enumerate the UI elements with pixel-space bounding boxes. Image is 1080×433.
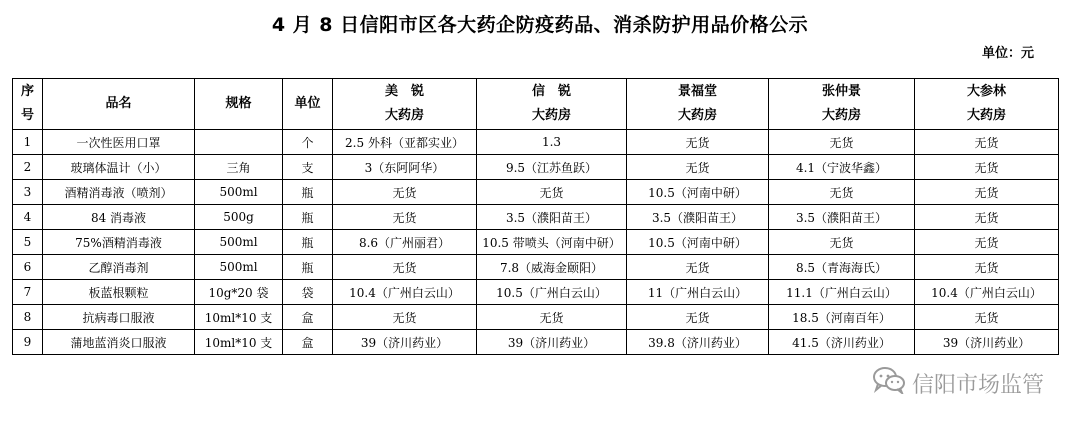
cell-spec: 500ml <box>195 180 283 205</box>
header-line-1: 景福堂 <box>677 84 717 99</box>
cell-no: 2 <box>13 155 43 180</box>
cell-meirui: 无货 <box>333 305 477 330</box>
cell-no: 4 <box>13 205 43 230</box>
table-row <box>13 305 1059 330</box>
table-row <box>13 155 1059 180</box>
cell-unit: 袋 <box>283 280 333 305</box>
cell-name: 75%酒精消毒液 <box>43 230 195 255</box>
cell-xinrui: 1.3 <box>477 130 627 155</box>
header-line-2: 大药房 <box>966 108 1006 123</box>
cell-no: 3 <box>13 180 43 205</box>
cell-zhangzhongjing: 4.1（宁波华鑫） <box>769 155 915 180</box>
cell-unit: 瓶 <box>283 205 333 230</box>
cell-no: 6 <box>13 255 43 280</box>
cell-meirui: 无货 <box>333 180 477 205</box>
cell-xinrui: 9.5（江苏鱼跃） <box>477 155 627 180</box>
header-line-2: 大药房 <box>821 108 861 123</box>
cell-xinrui: 无货 <box>477 305 627 330</box>
cell-jingfutang: 11（广州白云山） <box>627 280 769 305</box>
cell-name: 84 消毒液 <box>43 205 195 230</box>
cell-dashenlin: 无货 <box>915 155 1059 180</box>
cell-jingfutang: 10.5（河南中研） <box>627 180 769 205</box>
cell-spec: 500ml <box>195 230 283 255</box>
cell-zhangzhongjing: 18.5（河南百年） <box>769 305 915 330</box>
header-line-1: 单位 <box>294 96 321 111</box>
table-row <box>13 255 1059 280</box>
header-line-1: 序 <box>20 84 34 99</box>
table-row <box>13 230 1059 255</box>
cell-meirui: 无货 <box>333 205 477 230</box>
header-line-1: 规格 <box>225 96 252 111</box>
cell-spec: 10ml*10 支 <box>195 305 283 330</box>
cell-xinrui: 3.5（濮阳苗王） <box>477 205 627 230</box>
cell-no: 7 <box>13 280 43 305</box>
cell-xinrui: 39（济川药业） <box>477 330 627 355</box>
header-meirui <box>333 79 477 130</box>
cell-dashenlin: 10.4（广州白云山） <box>915 280 1059 305</box>
header-line-2: 号 <box>20 108 34 123</box>
cell-spec: 三角 <box>195 155 283 180</box>
cell-dashenlin: 无货 <box>915 255 1059 280</box>
cell-jingfutang: 3.5（濮阳苗王） <box>627 205 769 230</box>
table-row <box>13 330 1059 355</box>
cell-spec <box>195 130 283 155</box>
cell-unit: 个 <box>283 130 333 155</box>
cell-name: 一次性医用口罩 <box>43 130 195 155</box>
cell-dashenlin: 无货 <box>915 130 1059 155</box>
cell-meirui: 39（济川药业） <box>333 330 477 355</box>
cell-meirui: 10.4（广州白云山） <box>333 280 477 305</box>
header-name <box>43 79 195 130</box>
cell-jingfutang: 39.8（济川药业） <box>627 330 769 355</box>
cell-xinrui: 无货 <box>477 180 627 205</box>
cell-jingfutang: 无货 <box>627 155 769 180</box>
table-row <box>13 130 1059 155</box>
cell-unit: 盒 <box>283 330 333 355</box>
cell-name: 抗病毒口服液 <box>43 305 195 330</box>
cell-zhangzhongjing: 11.1（广州白云山） <box>769 280 915 305</box>
cell-meirui: 3（东阿阿华） <box>333 155 477 180</box>
cell-unit: 盒 <box>283 305 333 330</box>
table-header-row <box>13 79 1059 130</box>
cell-unit: 瓶 <box>283 230 333 255</box>
cell-xinrui: 7.8（威海金颐阳） <box>477 255 627 280</box>
cell-zhangzhongjing: 8.5（青海海氏） <box>769 255 915 280</box>
cell-no: 8 <box>13 305 43 330</box>
unit-label: 单位：元 <box>981 46 1034 61</box>
cell-spec: 500ml <box>195 255 283 280</box>
header-unit <box>283 79 333 130</box>
header-dashenlin <box>915 79 1059 130</box>
cell-no: 9 <box>13 330 43 355</box>
cell-name: 乙醇消毒剂 <box>43 255 195 280</box>
header-line-1: 美 锐 <box>384 84 424 99</box>
cell-zhangzhongjing: 3.5（濮阳苗王） <box>769 205 915 230</box>
cell-name: 蒲地蓝消炎口服液 <box>43 330 195 355</box>
header-spec <box>195 79 283 130</box>
cell-name: 酒精消毒液（喷剂） <box>43 180 195 205</box>
header-line-2: 大药房 <box>677 108 717 123</box>
table-row <box>13 180 1059 205</box>
cell-unit: 瓶 <box>283 255 333 280</box>
cell-dashenlin: 无货 <box>915 305 1059 330</box>
cell-dashenlin: 无货 <box>915 205 1059 230</box>
cell-unit: 瓶 <box>283 180 333 205</box>
table-row <box>13 205 1059 230</box>
table-row <box>13 280 1059 305</box>
cell-xinrui: 10.5（广州白云山） <box>477 280 627 305</box>
header-line-1: 张仲景 <box>821 84 861 99</box>
cell-dashenlin: 39（济川药业） <box>915 330 1059 355</box>
page-title: 4 月 8 日信阳市区各大药企防疫药品、消杀防护用品价格公示 <box>271 14 809 36</box>
cell-meirui: 8.6（广州丽君） <box>333 230 477 255</box>
cell-spec: 10g*20 袋 <box>195 280 283 305</box>
cell-dashenlin: 无货 <box>915 230 1059 255</box>
cell-jingfutang: 无货 <box>627 305 769 330</box>
cell-dashenlin: 无货 <box>915 180 1059 205</box>
price-table <box>12 78 1059 355</box>
header-line-1: 品名 <box>105 96 132 111</box>
header-line-1: 信 锐 <box>531 84 571 99</box>
cell-jingfutang: 10.5（河南中研） <box>627 230 769 255</box>
cell-jingfutang: 无货 <box>627 255 769 280</box>
header-line-2: 大药房 <box>531 108 571 123</box>
header-no <box>13 79 43 130</box>
cell-zhangzhongjing: 无货 <box>769 130 915 155</box>
header-xinrui <box>477 79 627 130</box>
cell-name: 玻璃体温计（小） <box>43 155 195 180</box>
cell-no: 1 <box>13 130 43 155</box>
header-line-2: 大药房 <box>384 108 424 123</box>
wechat-icon <box>872 366 912 400</box>
cell-jingfutang: 无货 <box>627 130 769 155</box>
cell-zhangzhongjing: 无货 <box>769 230 915 255</box>
cell-spec: 500g <box>195 205 283 230</box>
cell-name: 板蓝根颗粒 <box>43 280 195 305</box>
cell-zhangzhongjing: 无货 <box>769 180 915 205</box>
cell-xinrui: 10.5 带喷头（河南中研） <box>477 230 627 255</box>
watermark-text: 信阳市场监管 <box>911 372 1044 398</box>
cell-spec: 10ml*10 支 <box>195 330 283 355</box>
cell-unit: 支 <box>283 155 333 180</box>
cell-zhangzhongjing: 41.5（济川药业） <box>769 330 915 355</box>
header-zhangzhongjing <box>769 79 915 130</box>
cell-no: 5 <box>13 230 43 255</box>
watermark <box>872 366 1044 400</box>
header-jingfutang <box>627 79 769 130</box>
cell-meirui: 无货 <box>333 255 477 280</box>
header-line-1: 大参林 <box>966 84 1006 99</box>
cell-meirui: 2.5 外科（亚都实业） <box>333 130 477 155</box>
